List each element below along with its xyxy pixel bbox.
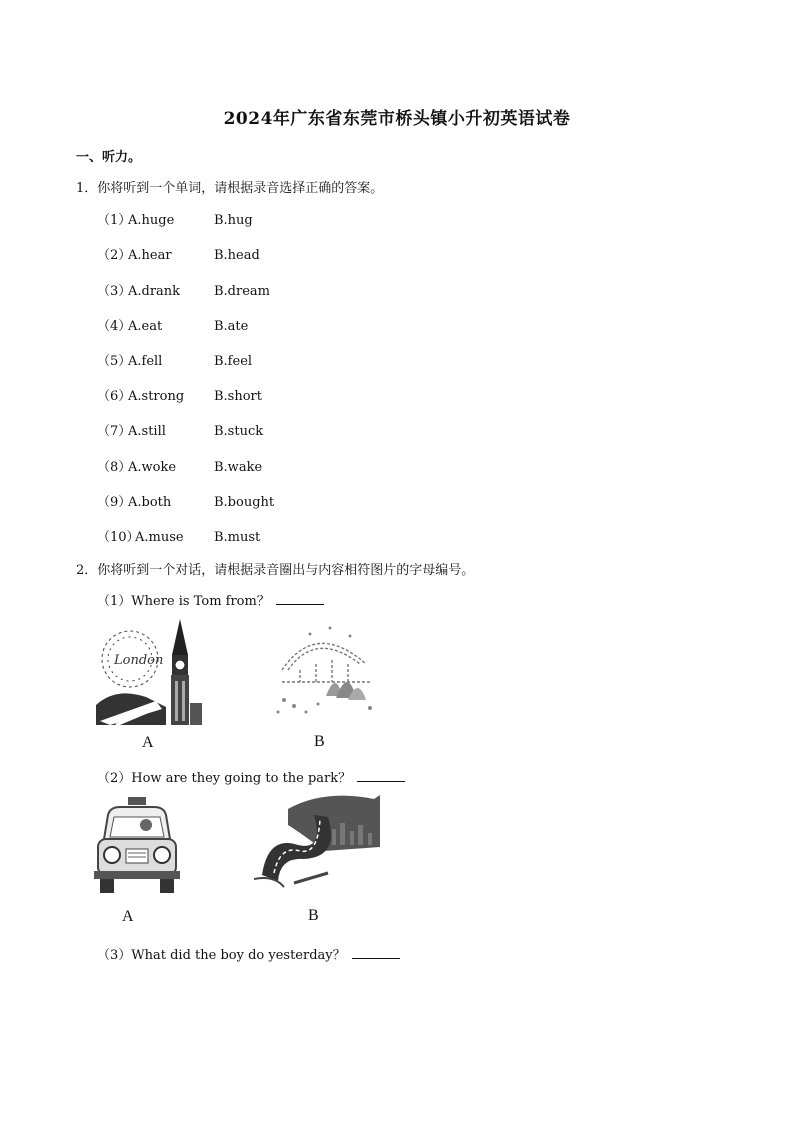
- answer-blank[interactable]: [352, 946, 400, 959]
- option-a: A.both: [128, 495, 172, 510]
- list-item: [97, 315, 248, 333]
- option-b: B.wake: [214, 460, 263, 475]
- option-label-b: B: [314, 733, 325, 750]
- list-item: [97, 526, 260, 544]
- road-picture: [254, 795, 380, 891]
- option-label-a: A: [122, 908, 134, 925]
- sub-question-3: [97, 944, 400, 963]
- question-1-prompt: 1．你将听到一个单词，请根据录音选择正确的答案。: [76, 181, 384, 196]
- item-number: （5）: [97, 354, 132, 369]
- taxi-picture: [94, 795, 180, 900]
- list-item: [97, 350, 252, 368]
- option-b: B.feel: [214, 354, 253, 369]
- item-number: （2）: [97, 248, 132, 263]
- option-a: A.drank: [128, 284, 181, 299]
- london-logo-text: London: [114, 653, 164, 668]
- option-a: A.muse: [135, 530, 184, 545]
- option-b: B.hug: [214, 213, 253, 228]
- london-big-ben-picture: [96, 617, 202, 727]
- option-b: B.stuck: [214, 424, 264, 439]
- sub-question-text: （1）Where is Tom from？: [97, 594, 270, 609]
- list-item: [97, 244, 260, 262]
- item-number: （6）: [97, 389, 132, 404]
- option-b: B.ate: [214, 319, 249, 334]
- sub-question-1: [97, 590, 324, 609]
- option-b: B.short: [214, 389, 262, 404]
- option-b: B.must: [214, 530, 261, 545]
- answer-blank[interactable]: [357, 769, 405, 782]
- section-heading-listening: 一、听力。: [76, 150, 142, 165]
- option-label-a: A: [142, 734, 154, 751]
- option-a: A.woke: [128, 460, 177, 475]
- list-item: [97, 420, 263, 438]
- option-a: A.still: [128, 424, 166, 439]
- option-a: A.fell: [128, 354, 163, 369]
- option-b: B.head: [214, 248, 260, 263]
- option-a: A.eat: [128, 319, 163, 334]
- sub-question-2: [97, 767, 405, 786]
- question-2-prompt: 2．你将听到一个对话，请根据录音圈出与内容相符图片的字母编号。: [76, 563, 475, 578]
- item-number: （8）: [97, 460, 132, 475]
- option-b: B.dream: [214, 284, 270, 299]
- list-item: [97, 209, 253, 227]
- sub-question-text: （3）What did the boy do yesterday？: [97, 948, 346, 963]
- option-a: A.hear: [128, 248, 172, 263]
- list-item: [97, 491, 274, 509]
- answer-blank[interactable]: [276, 592, 324, 605]
- item-number: （9）: [97, 495, 132, 510]
- item-number: （7）: [97, 424, 132, 439]
- sub-question-text: （2）How are they going to the park？: [97, 771, 352, 786]
- option-a: A.huge: [128, 213, 175, 228]
- exam-title: 2024年广东省东莞市桥头镇小升初英语试卷: [223, 109, 571, 129]
- list-item: [97, 385, 262, 403]
- option-b: B.bought: [214, 495, 275, 510]
- item-number: （3）: [97, 284, 132, 299]
- item-number: （4）: [97, 319, 132, 334]
- item-number: （10）: [97, 530, 140, 545]
- list-item: [97, 280, 270, 298]
- list-item: [97, 456, 262, 474]
- item-number: （1）: [97, 213, 132, 228]
- sydney-opera-house-picture: [270, 620, 382, 720]
- option-a: A.strong: [128, 389, 185, 404]
- option-label-b: B: [308, 907, 319, 924]
